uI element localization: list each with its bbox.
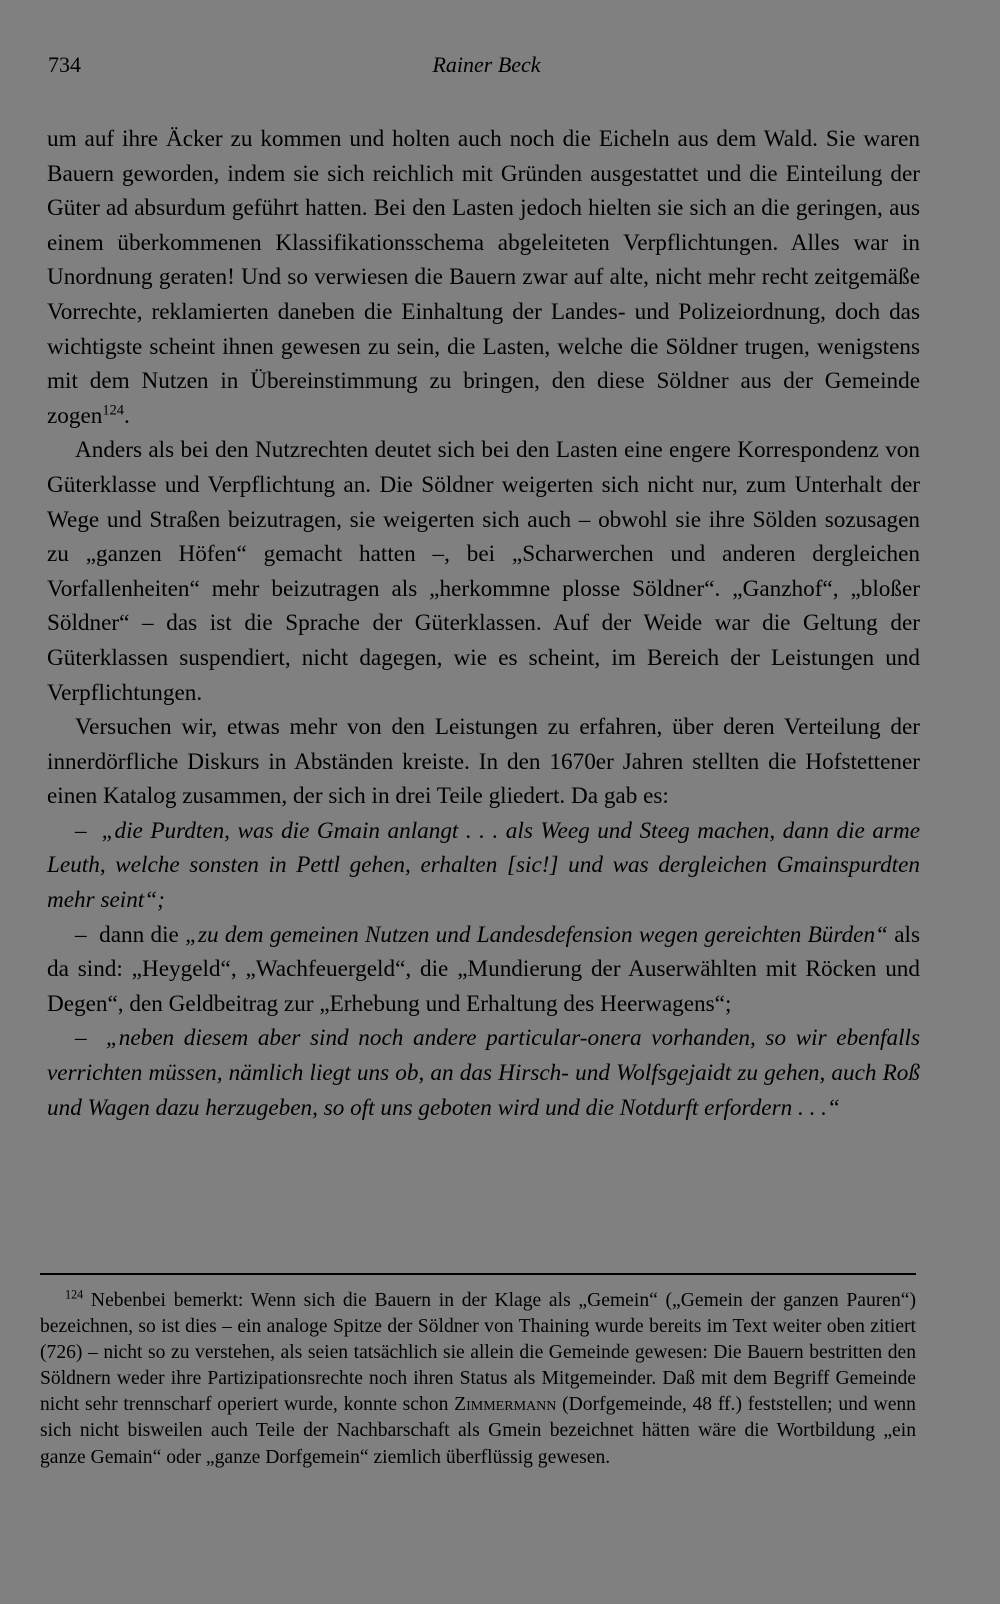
main-text [47,122,920,1125]
list-item-1: – „die Purdten, was die Gmain anlangt . . . als Weeg und Steeg machen, dann die arme Leuth, welche sonsten in Pettl gehen, erhalten [sic!] und was dergleichen Gmainspurdten mehr seint“; [47,817,920,914]
author-name: Zimmermann [454,1394,557,1416]
footnote-124: $^{124}$ Nebenbei bemerkt: Wenn sich die Bauern in der Klage als „Gemein“ („Gemein der ganzen Pauren“) bezeichnen, so ist dies – ein analoge Spitze der Söldner von Thaining wurde bereits im Text weiter oben zitiert (726) – nicht so zu verstehen, als seien tatsächlich sie allein die Gemeinde gewesen: Die Bauern bestritten den Söldnern weder ihre Partizipationsrechte noch ihren Status als Mitgemeinder. Daß mit dem Begriff Gemeinde nicht sehr trennscharf operiert wurde, konnte schon Zimmermann (Dorfgemeinde, 48 ff.) feststellen; und wenn sich nicht bisweilen auch Teile der Nachbarschaft als Gmein bezeichnet hätten wäre die Wortbildung „ein ganze Gemain“ oder „ganze Dorfgemein“ ziemlich überflüssig gewesen. [40,1287,916,1468]
footnote-divider [40,1273,916,1275]
running-header [48,52,925,86]
footnote-number: 124 [65,1287,84,1302]
paragraph-3: Versuchen wir, etwas mehr von den Leistungen zu erfahren, über deren Verteilung der innerdörfliche Diskurs in Abständen kreiste. In den 1670er Jahren stellten die Hofstettener einen Katalog zusammen, der sich in drei Teile gliedert. Da gab es: [47,714,920,810]
paragraph-1: um auf ihre Äcker zu kommen und holten auch noch die Eicheln aus dem Wald. Sie waren Bauern geworden, indem sie sich reichlich mit Gründen ausgestattet und die Einteilung der Güter ad absurdum geführt hatten. Bei den Lasten jedoch hielten sie sich an die geringen, aus einem überkommenen Klassifikationsschema abgeleiteten Verpflichtungen. Alles war in Unordnung geraten! Und so verwiesen die Bauern zwar auf alte, nicht mehr recht zeitgemäße Vorrechte, reklamierten daneben die Einhaltung der Landes- und Polizeiordnung, doch das wichtigste scheint ihnen gewesen zu sein, die Lasten, welche die Söldner trugen, wenigstens mit dem Nutzen in Übereinstimmung zu bringen, den diese Söldner aus der Gemeinde zogen$^{124}$. [47,126,920,429]
page-number: 734 [48,52,81,77]
footnote-reference[interactable]: 124 [102,402,124,419]
running-title: Rainer Beck [432,52,541,77]
list-item-2: – dann die „zu dem gemeinen Nutzen und Landesdefension wegen gereichten Bürden“ als da sind: „Heygeld“, „Wachfeuergeld“, die „Mundierung der Auserwählten mit Röcken und Degen“, den Geldbeitrag zur „Erhebung und Erhaltung des Heerwagens“; [47,921,920,1017]
list-item-3: – „neben diesem aber sind noch andere particular-onera vorhanden, so wir ebenfalls verrichten müssen, nämlich liegt uns ob, an das Hirsch- und Wolfsgejaidt zu gehen, auch Roß und Wagen dazu herzugeben, so oft uns geboten wird und die Notdurft erfordern . . .“ [47,1025,920,1121]
paragraph-2: Anders als bei den Nutzrechten deutet sich bei den Lasten eine engere Korrespondenz von Güterklasse und Verpflichtung an. Die Söldner weigerten sich nicht nur, zum Unterhalt der Wege und Straßen beizutragen, sie weigerten sich auch – obwohl sie ihre Sölden sozusagen zu „ganzen Höfen“ gemacht hatten –, bei „Scharwerchen und anderen dergleichen Vorfallenheiten“ mehr beizutragen als „herkommne plosse Söldner“. „Ganzhof“, „bloßer Söldner“ – das ist die Sprache der Güterklassen. Auf der Weide war die Geltung der Güterklassen suspendiert, nicht dagegen, wie es scheint, im Bereich der Leistungen und Verpflichtungen. [47,437,920,706]
